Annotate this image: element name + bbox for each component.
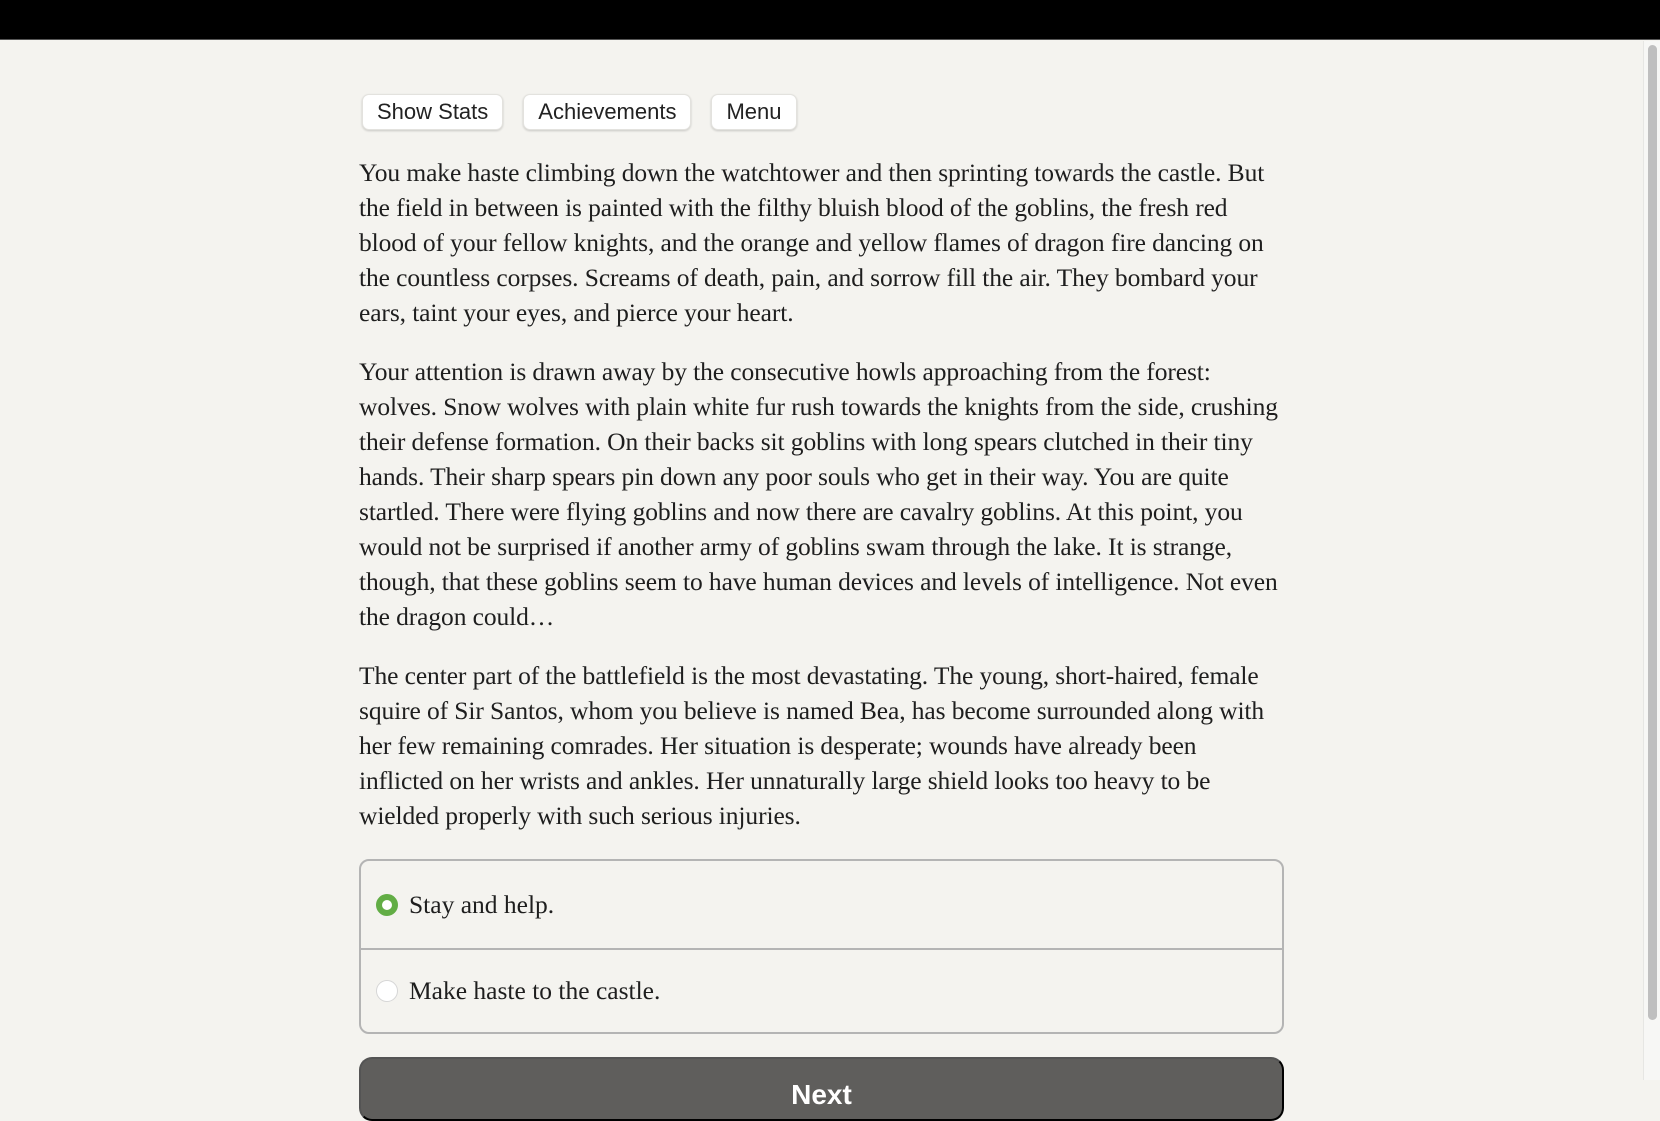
top-bar (0, 0, 1660, 40)
story-paragraph: Your attention is drawn away by the consecutive howls approaching from the forest: wolves. Snow wolves with plain white fur rush towards the knights from the side, crushing their defense formation. On their backs sit goblins with long spears clutched in their tiny hands. Their sharp spears pin down any poor souls who get in their way. You are quite startled. There were flying goblins and now there are cavalry goblins. At this point, you would not be surprised if another army of goblins swam through the lake. It is strange, though, that these goblins seem to have human devices and levels of intelligence. Not even the dragon could… (359, 357, 1278, 631)
choice-label: Make haste to the castle. (409, 976, 661, 1005)
scrollbar-thumb[interactable] (1648, 45, 1657, 1020)
radio-selected-icon[interactable] (376, 894, 398, 916)
choice-label: Stay and help. (409, 889, 555, 919)
story-paragraph: You make haste climbing down the watchtower and then sprinting towards the castle. But the field in between is painted with the filthy bluish blood of the goblins, the fresh red blood of your fellow knights, and the orange and yellow flames of dragon fire dancing on the countless corpses. Screams of death, pain, and sorrow fill the air. They bombard your ears, taint your eyes, and pierce your heart. (359, 158, 1265, 327)
next-button[interactable]: Next (359, 1057, 1284, 1121)
story-paragraph: The center part of the battlefield is the most devastating. The young, short-haired, female squire of Sir Santos, whom you believe is named Bea, has become surrounded along with her few remaining comrades. Her situation is desperate; wounds have already been inflicted on her wrists and ankles. Her unnaturally large shield looks too heavy to be wielded properly with such serious injuries. (359, 661, 1265, 830)
menu-button[interactable]: Menu (711, 94, 796, 130)
radio-unselected-icon[interactable] (376, 980, 398, 1002)
choice-option-stay-and-help[interactable] (361, 861, 1282, 948)
choice-option-make-haste[interactable] (361, 948, 1282, 1032)
achievements-button[interactable]: Achievements (523, 94, 691, 130)
page-viewport (0, 41, 1643, 1110)
choice-list (359, 859, 1284, 1034)
show-stats-button[interactable]: Show Stats (362, 94, 503, 130)
toolbar (362, 94, 797, 130)
vertical-scrollbar[interactable] (1643, 41, 1660, 1080)
story-text (359, 155, 1284, 857)
